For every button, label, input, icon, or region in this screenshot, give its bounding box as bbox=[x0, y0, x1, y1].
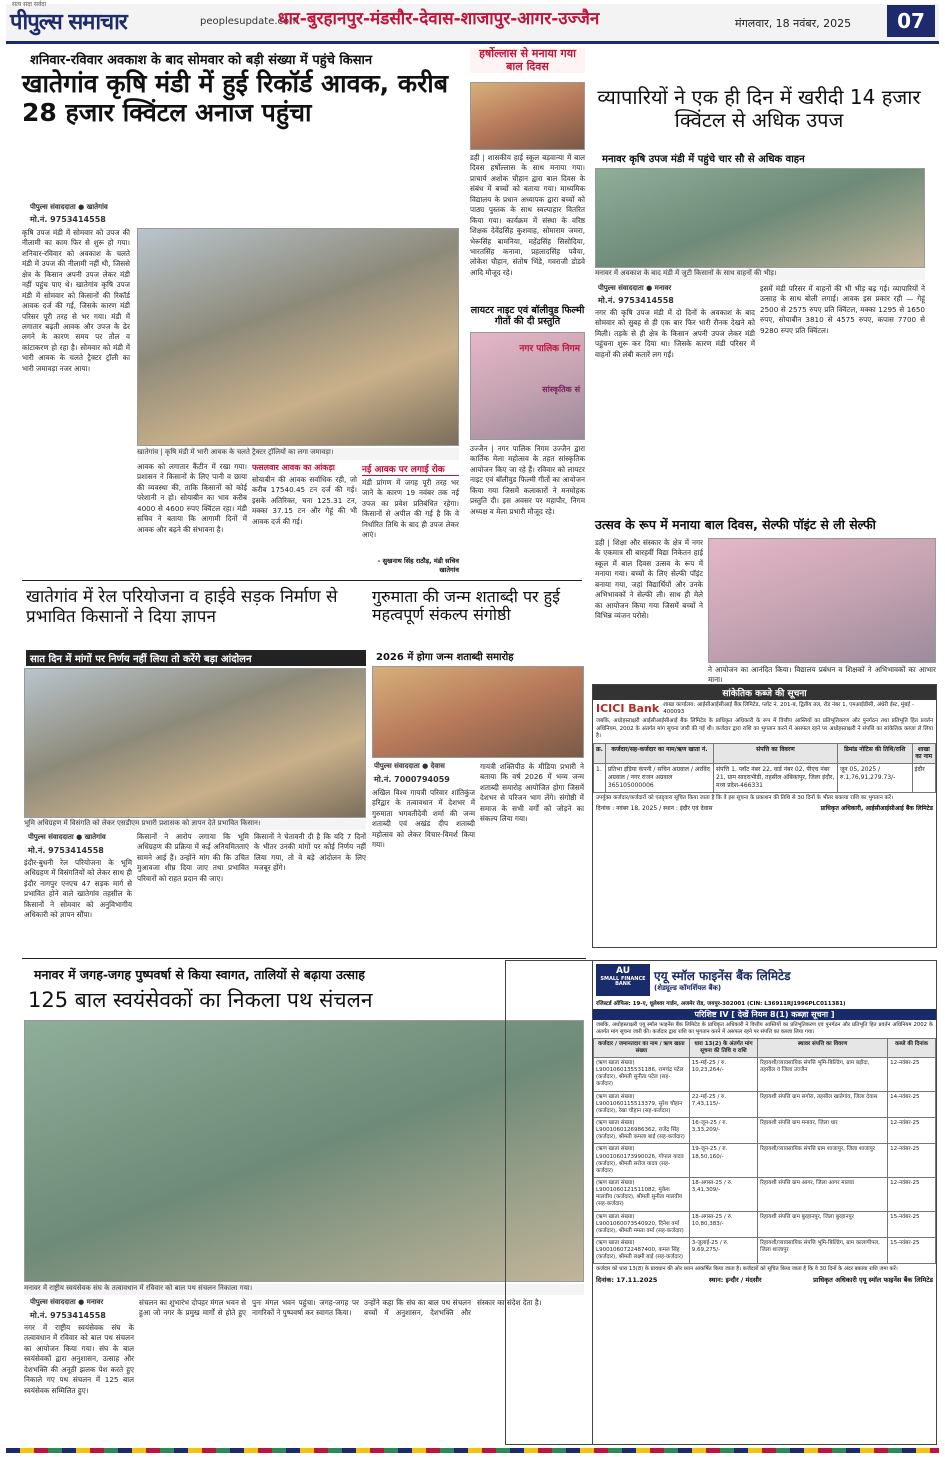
au-logo-text: SMALL FINANCE BANK bbox=[600, 975, 646, 988]
icici-cell: इंदौर bbox=[912, 764, 935, 792]
icici-notice-title: सांकेतिक कब्जे की सूचना bbox=[593, 685, 936, 700]
story1-box-body: मंडी प्रांगण में जगह पूरी तरह भर जाने के कारण 19 नवंबर तक नई उपज का प्रवेश प्रतिबंधित रहेगा। किसानों से अपील की गई है कि वे निर्धारित तिथि के बाद ही उपज लेकर आएं। bbox=[362, 478, 459, 540]
table-row bbox=[594, 1211, 936, 1237]
icici-th: क्र. bbox=[594, 743, 606, 764]
story7-byline: पीपुल्स संवाददाता ● देवास bbox=[374, 762, 445, 770]
section-divider bbox=[22, 958, 586, 959]
story7-headline[interactable]: गुरुमाता की जन्म शताब्दी पर हुई महत्वपूर्ण संकल्प संगोष्ठी bbox=[372, 587, 561, 625]
story6-photo bbox=[24, 668, 366, 818]
story1-sidebar bbox=[252, 462, 357, 566]
au-intro: जबकि, अधोहस्ताक्षरी एयू स्मॉल फाइनेंस बैंक लिमिटेड के प्राधिकृत अधिकारी ने वित्तीय आस्तियों का प्रतिभूतिकरण एवं पुनर्गठन और प्रतिभूति हित प्रवर्तन अधिनियम 2002 के अंतर्गत मांग सूचना जारी की। कर्जदार द्वारा राशि का भुगतान करने में असफल रहने पर संपत्ति का कब्जा लिया गया। bbox=[596, 1022, 933, 1035]
story1-box-heading: नई आवक पर लगाई रोक bbox=[362, 462, 459, 476]
story7-body: अखिल विश्व गायत्री परिवार शांतिकुंज हरिद्वार के तत्वावधान में देशभर में गुरुमाता भगवतीदेवी शर्मा की जन्म शताब्दी एवं अखंड दीप शताब्दी महोत्सव को लेकर विचार-विमर्श किया गया। bbox=[372, 788, 475, 850]
au-th: स्थावर संपत्ति का विवरण bbox=[758, 1038, 888, 1057]
table-row bbox=[594, 1178, 936, 1212]
story8-kicker: मनावर में जगह-जगह पुष्पवर्षा से किया स्वागत, तालियों से बढ़ाया उत्साह bbox=[34, 967, 365, 982]
story2-photo bbox=[470, 82, 585, 150]
au-rule: परिशिष्ट IV [ देखें नियम 8(1) कब्ज़ा सूचना ] bbox=[593, 1009, 936, 1020]
icici-th: संपत्ति का विवरण bbox=[714, 743, 838, 764]
au-signatory: प्राधिकृत अधिकारी एयू स्मॉल फाइनेंस बैंक लिमिटेड bbox=[813, 1276, 933, 1285]
icici-address: शाखा कार्यालय: आईसीआईसीआई बैंक लिमिटेड, प्लॉट नं. 201-ब, द्वितीय तल, रोड नंबर 1, एमआईडीसी, अंधेरी ईस्ट, मुंबई - 400093 bbox=[663, 702, 914, 716]
story4-photo-caption: मनावर में अवकाश के बाद मंडी में जुटी किसानों के साथ वाहनों की भीड़। bbox=[595, 269, 925, 280]
story4-body: नगर की कृषि उपज मंडी में दो दिनों के अवकाश के बाद सोमवार को सुबह से ही एक बार फिर भारी रौनक देखने को मिली। तड़के से ही क्षेत्र के किसान अपनी उपज लेकर मंडी पहुंचना शुरू कर दिया था। जिसके कारण मंडी परिसर में वाहनों की लंबी कतारें लग गईं। bbox=[595, 308, 755, 359]
au-cell: 3-जुलाई-25 / रु. 9,69,275/- bbox=[689, 1237, 757, 1263]
story7-phone: मो.नं. 7000794059 bbox=[374, 775, 450, 784]
icici-cell: जून 05, 2025 / रु.1,76,91,279.73/- bbox=[837, 764, 912, 792]
story4-phone: मो.नं. 9753414558 bbox=[598, 296, 674, 305]
story6-photo-caption: भूमि अधिग्रहण में विसंगति को लेकर एसडीएम प्रभारी प्रशासक को ज्ञापन देते प्रभावित किसान। bbox=[24, 819, 366, 830]
icici-footer: उपर्युक्त कर्जदार/कर्जदारों को एतद्द्वारा सूचित किया जाता है कि वे इस सूचना के प्रकाशन की तिथि से 30 दिनों के भीतर बकाया राशि का भुगतान करें। bbox=[596, 794, 894, 801]
story1-body2: आवक को लगातार कैंटीन में रखा गया। प्रशासन ने किसानों के लिए पानी व छाया की व्यवस्था की, ताकि किसानों को कोई परेशानी न हो। सोयाबीन का भाव करीब 4000 से 4600 रुपए क्विंटल रहा। मंडी सचिव ने बताया कि आगामी दिनों में आवक और बढ़ने की संभावना है। bbox=[137, 462, 247, 534]
table-row bbox=[594, 1058, 936, 1092]
table-row bbox=[594, 1144, 936, 1178]
au-cell: 22-मई-25 / रु. 7,43,115/- bbox=[689, 1091, 757, 1117]
story4-byline: पीपुल्स संवाददाता ● मनावर bbox=[598, 284, 672, 292]
story1-box bbox=[362, 462, 459, 572]
story7-body2: गायत्री शक्तिपीठ के मीडिया प्रभारी ने बताया कि वर्ष 2026 में भव्य जन्म शताब्दी समारोह आयोजित होगा जिसमें देशभर से परिजन भाग लेंगे। संगोष्ठी में समाज के सभी वर्गों को जोड़ने का संकल्प लिया गया। bbox=[480, 762, 584, 824]
au-cell: 15-नवंबर-25 bbox=[888, 1237, 936, 1263]
story1-photo bbox=[137, 228, 459, 446]
story1-headline[interactable]: खातेगांव कृषि मंडी में हुई रिकॉर्ड आवक, करीब 28 हजार क्विंटल अनाज पहुंचा bbox=[22, 69, 449, 127]
au-cell: रिहायशी संपत्ति ग्राम मनावर, जिला धार bbox=[758, 1118, 888, 1144]
story6-byline: पीपुल्स संवाददाता ● खातेगांव bbox=[28, 833, 106, 841]
story2-headline[interactable]: हर्षोल्लास से मनाया गया बाल दिवस bbox=[470, 48, 585, 73]
logo-tagline: सत्य सदा सर्वदा bbox=[12, 1, 47, 8]
story8-phone: मो.नं. 9753414558 bbox=[30, 1311, 106, 1320]
story1-phone: मो.नं. 9753414558 bbox=[30, 215, 106, 224]
au-cell: 12-नवंबर-25 bbox=[888, 1058, 936, 1092]
au-cell: रिहायशी संपत्ति ग्राम सगोरा, तहसील खातेगांव, जिला देवास bbox=[758, 1091, 888, 1117]
story3-poster-sub: सांस्कृतिक सं bbox=[542, 385, 580, 394]
story7-subhead: 2026 में होगा जन्म शताब्दी समारोह bbox=[376, 652, 514, 663]
table-row bbox=[594, 764, 936, 792]
au-cell: (ऋण खाता संख्या) L9001060126986362, राजेंद्र सिंह (कर्जदार), श्रीमती कमला बाई (सह-कर्जदार) bbox=[594, 1118, 690, 1144]
story1-byline: पीपुल्स संवाददाता ● खातेगांव bbox=[30, 203, 108, 211]
au-th: कब्जे की दिनांक bbox=[888, 1038, 936, 1057]
au-cell: 18-अगस्त-25 / रु. 3,41,309/- bbox=[689, 1178, 757, 1212]
au-th: कर्जदार / जमानतदार का नाम / ऋण खाता संख्या bbox=[594, 1038, 690, 1057]
au-cell: 15-नवंबर-25 bbox=[888, 1211, 936, 1237]
au-cell: 12-नवंबर-25 bbox=[888, 1144, 936, 1178]
icici-table bbox=[593, 743, 936, 793]
icici-th: कर्जदार/सह-कर्जदार का नाम/ऋण खाता नं. bbox=[605, 743, 713, 764]
story1-photo-caption: खातेगांव | कृषि मंडी में भारी आवक के चलते ट्रैक्टर ट्रॉलियों का लगा जमावड़ा। bbox=[137, 448, 459, 460]
au-cell: 15-मई-25 / रु. 10,23,264/- bbox=[689, 1058, 757, 1092]
story3-poster bbox=[470, 332, 585, 440]
page-number: 07 bbox=[887, 5, 935, 37]
au-address: रजिस्टर्ड ऑफिस: 19-ए, धूलेश्वर गार्डन, अजमेर रोड, जयपुर-302001 (CIN: L36911RJ1996PLC011381) bbox=[596, 1001, 846, 1007]
story4-photo bbox=[595, 168, 925, 268]
au-cell: (ऋण खाता संख्या) L9001060722487400, कमल सिंह (कर्जदार), श्रीमती लक्ष्मी बाई (सह-कर्जदार) bbox=[594, 1237, 690, 1263]
icici-notice bbox=[592, 684, 937, 948]
story8-body: नगर में राष्ट्रीय स्वयंसेवक संघ के तत्वावधान में रविवार को बाल पथ संचलन का आयोजन किया गया। संघ के बाल स्वयंसेवकों द्वारा अनुशासन, उत्साह और देशभक्ति की अनूठी झलक पेश करते हुए निकाले गए पथ संचलन में 125 बाल स्वयंसेवक सम्मिलित हुए। bbox=[24, 1323, 134, 1395]
icici-cell: प्रतिभा इंडिया कंपनी / सचिन अग्रवाल / अरविंद अग्रवाल / नगर राजन अग्रवाल 365105000006 bbox=[605, 764, 713, 792]
story4-subhead: मनावर कृषि उपज मंडी में पहुंचे चार सौ से अधिक वाहन bbox=[602, 154, 805, 165]
au-notice-panel bbox=[592, 960, 937, 1445]
story6-headline[interactable]: खातेगांव में रेल परियोजना व हाईवे सड़क निर्माण से प्रभावित किसानों ने दिया ज्ञापन bbox=[26, 587, 338, 627]
au-cell: 19-जून-25 / रु. 18,50,160/- bbox=[689, 1144, 757, 1178]
icici-place: दिनांक : नवंबर 18, 2025 / स्थान : इंदौर एवं देवास bbox=[596, 804, 713, 812]
story5-photo bbox=[708, 538, 936, 663]
icici-intro: जबकि, अधोहस्ताक्षरी आईसीआईसीआई बैंक लिमिटेड के प्राधिकृत अधिकारी के रूप में वित्तीय आस्तियों का प्रतिभूतिकरण और पुनर्गठन तथा प्रतिभूति हित प्रवर्तन अधिनियम, 2002 के अंतर्गत मांग सूचना जारी की गई थी। कर्जदार द्वारा राशि का भुगतान करने में असफल रहने पर अधोहस्ताक्षरी ने संपत्ति का सांकेतिक कब्जा ले लिया है। bbox=[596, 718, 933, 740]
au-cell: रिहायशी/व्यावसायिक संपत्ति भूमि-बिल्डिंग, ग्राम कालापीपल, जिला शाजापुर bbox=[758, 1237, 888, 1263]
icici-signatory: प्राधिकृत अधिकारी, आईसीआईसीआई बैंक लिमिटेड bbox=[820, 804, 933, 812]
story1-sidebar-heading: फसलवार आवक का आंकड़ा bbox=[252, 463, 335, 472]
story1-box-sign: - सुखनाथ सिंह राठौड़, मंडी सचिव खातेगांव bbox=[377, 557, 459, 574]
story5-caption: ने आयोजन का आनंदित किया। विद्यालय प्रबंधन व शिक्षकों ने अभिभावकों का आभार माना। bbox=[708, 665, 936, 685]
icici-cell: 1. bbox=[594, 764, 606, 792]
au-cell: 16-जून-25 / रु. 3,33,209/- bbox=[689, 1118, 757, 1144]
au-footer: कर्जदार को धारा 13(8) के प्रावधान की ओर ध्यान आकर्षित किया जाता है। कर्जदारों को सूचित किया जाता है कि वे 30 दिनों के अंदर बकाया राशि जमा करें। bbox=[596, 1266, 898, 1273]
icici-logo: ICICI Bank bbox=[596, 702, 660, 715]
story8-headline[interactable]: 125 बाल स्वयंसेवकों का निकला पथ संचलन bbox=[28, 988, 373, 1012]
au-cell: 18-अगस्त-25 / रु. 10,80,383/- bbox=[689, 1211, 757, 1237]
story6-body3: किसानों ने चेतावनी दी है कि यदि 7 दिनों के भीतर उनकी मांगों पर कोई निर्णय नहीं लिया गया, तो वे बड़े आंदोलन के लिए मजबूर होंगे। bbox=[254, 832, 366, 873]
icici-cell: संपत्ति 1. प्लॉट नंबर 22, वार्ड नंबर 02, पीएच नंबर 21, ग्राम सादराभीडी, तहसील अंबिकापुर, जिला इंदौर, मध्य प्रदेश-466331 bbox=[714, 764, 838, 792]
newspaper-logo[interactable]: पीपुल्स समाचार bbox=[10, 10, 127, 35]
au-place: स्थान: इन्दौर / मंदसौर bbox=[708, 1276, 762, 1285]
story6-subhead: सात दिन में मांगों पर निर्णय नहीं लिया तो करेंगे बड़ा आंदोलन bbox=[26, 650, 366, 666]
story6-body: इंदौर-बुधनी रेल परियोजना के भूमि अधिग्रहण में विसंगतियों को लेकर साथ ही इंदौर नागपुर एनएच 47 सड़क मार्ग से प्रभावित होने वाले खातेगांव तहसील के किसानों ने सोमवार को अनुविभागीय अधिकारी को ज्ञापन सौंपा। bbox=[24, 858, 132, 920]
au-cell: रिहायशी संपत्ति ग्राम बुरहानपुर, जिला बुरहानपुर bbox=[758, 1211, 888, 1237]
au-logo bbox=[596, 964, 650, 996]
au-cell: रिहायशी/व्यावसायिक संपत्ति ग्राम शाजापुर, जिला शाजापुर bbox=[758, 1144, 888, 1178]
story4-body2: इसमें मंडी परिसर में वाहनों की भी भीड़ बढ़ गई। व्यापारियों ने उत्साह के साथ बोली लगाई। आवक इस प्रकार रही — गेहूं 2500 से 2575 रुपए प्रति क्विंटल, मक्का 1295 से 1650 रुपए, सोयाबीन 3810 से 4575 रुपए, कपास 7700 से 9280 रुपए प्रति क्विंटल। bbox=[760, 284, 925, 335]
table-row bbox=[594, 1237, 936, 1263]
story1-sidebar-body: सोयाबीन की आवक सर्वाधिक रही, जो करीब 17540.45 टन दर्ज की गई। इसके अतिरिक्त, चना 125.31 टन, मक्का 37.15 टन और गेहूं की भी आवक दर्ज की गई। bbox=[252, 475, 357, 526]
au-cell: 14-नवंबर-25 bbox=[888, 1091, 936, 1117]
story5-headline[interactable]: उत्सव के रूप में मनाया बाल दिवस, सेल्फी पॉइंट से ली सेल्फी bbox=[595, 517, 876, 532]
story1-body: कृषि उपज मंडी में सोमवार को उपज की नीलामी का काम फिर से शुरू हो गया। शनिवार-रविवार को अवकाश के चलते मंडी में उपज की नीलामी नहीं थी, जिससे क्षेत्र के किसान अपनी उपज लेकर मंडी नहीं पहुंच पाए थे। खातेगांव कृषि उपज मंडी में सोमवार को किसानों की रिकॉर्ड आवक दर्ज की गई, जिसके कारण मंडी परिसर पूरी तरह से भर गया। मंडी में लगातार बढ़ती आवक और उपज के ढेर लगने के कारण समय पर तौल व कांटाकरण हो रहा है। सोमवार को मंडी में भारी आवक के चलते ट्रैक्टर ट्रॉली का भारी जमावड़ा नजर आया। bbox=[22, 228, 130, 373]
footer-color-strip bbox=[6, 1448, 939, 1453]
story8-photo bbox=[24, 1020, 584, 1282]
story8-body3: उन्होंने कहा कि संघ का बाल पथ संचलन बच्चों में अनुशासन, देशभक्ति और संस्कार का संदेश देता है। bbox=[364, 1298, 542, 1318]
story4-headline[interactable]: व्यापारियों ने एक ही दिन में खरीदी 14 हजार क्विंटल से अधिक उपज bbox=[597, 85, 921, 132]
au-title: एयू स्मॉल फाइनेंस बैंक लिमिटेड bbox=[654, 969, 791, 983]
story2-body: डही | शासकीय हाई स्कूल बड़वान्या में बाल दिवस हर्षोल्लास के साथ मनाया गया। प्राचार्य अशोक चौहान द्वारा बाल दिवस के संबंध में बच्चों को बताया गया। माध्यमिक विद्यालय के प्रधान अध्यापक द्वारा बच्चों को पाठ्य पुस्तक के साथ स्वल्पाहार वितरित किया गया। कार्यक्रम में संस्था के वरिष्ठ शिक्षक देवेंद्रसिंह कुशवाह, सोमाराम जमरा, भेरूसिंह बामनिया, महेंद्रसिंह सिसोदिया, भारतसिंह कनावा, प्रहलादसिंह पवैया, लोकेश चौहान, संतोष भिंडे, गवराजी डोडवे आदि मौजूद रहे। bbox=[470, 153, 585, 277]
au-table bbox=[593, 1038, 936, 1265]
au-cell: (ऋण खाता संख्या) L9001060115513379, सुरेश चौहान (कर्जदार), रेखा चौहान (सह-कर्जदार) bbox=[594, 1091, 690, 1117]
au-cell: रिहायशी संपत्ति ग्राम आगर, जिला आगर मालवा bbox=[758, 1178, 888, 1212]
story5-body: डही | शिक्षा और संस्कार के क्षेत्र में नगर के एकमात्र सी बारहवीं विद्या निकेतन हाई स्कूल में बाल दिवस उत्सव के रूप में मनाया गया। बच्चों के लिए सेल्फी पॉइंट बनाया गया, जहां विद्यार्थियों और उनके अभिभावकों ने सेल्फी ली। साथ ही मेले का आयोजन किया गया जिसमें बच्चों ने विभिन्न व्यंजन परोसे। bbox=[595, 538, 703, 621]
icici-th: डिमांड नोटिस की तिथि/राशि bbox=[837, 743, 912, 764]
au-cell: (ऋण खाता संख्या) L9001060121511082, मुकेश मालवीय (कर्जदार), श्रीमती सुनीता मालवीय (सह-कर्जदार) bbox=[594, 1178, 690, 1212]
au-cell: 12-नवंबर-25 bbox=[888, 1178, 936, 1212]
icici-th: शाखा का नाम bbox=[912, 743, 935, 764]
au-cell: (ऋण खाता संख्या) L9001060073540920, दिनेश वर्मा (कर्जदार), श्रीमती ममता वर्मा (सह-कर्जदार) bbox=[594, 1211, 690, 1237]
story8-byline: पीपुल्स संवाददाता ● मनावर bbox=[30, 1298, 104, 1306]
story3-headline[interactable]: लायटर नाइट एवं बॉलीवुड फिल्मी गीतों की दी प्रस्तुति bbox=[470, 305, 585, 327]
au-th: धारा 13(2) के अंतर्गत मांग सूचना की तिथि व राशि bbox=[689, 1038, 757, 1057]
au-logo-mark: AU bbox=[616, 966, 630, 976]
section-divider bbox=[22, 580, 582, 581]
au-cell: (ऋण खाता संख्या) L9001060135531186, रामचंद्र पटेल (कर्जदार), श्रीमती सुनीता पटेल (सह-कर्जदार) bbox=[594, 1058, 690, 1092]
story6-phone: मो.नं. 9753414558 bbox=[28, 846, 104, 855]
edition-cities: धार-बुरहानपुर-मंडसौर-देवास-शाजापुर-आगर-उज्जैन bbox=[278, 9, 600, 29]
table-row bbox=[594, 1091, 936, 1117]
issue-date: मंगलवार, 18 नवंबर, 2025 bbox=[735, 17, 852, 30]
au-cell: (ऋण खाता संख्या) L9001060173990026, गोपाल यादव (कर्जदार), श्रीमती सरोज यादव (सह-कर्जदार) bbox=[594, 1144, 690, 1178]
website-url[interactable]: peoplesupdate.com bbox=[200, 16, 299, 27]
table-row bbox=[594, 1118, 936, 1144]
story8-photo-caption: मनावर में राष्ट्रीय स्वयंसेवक संघ के तत्वावधान में रविवार को बाल पथ संचलन निकाला गया। bbox=[24, 1284, 584, 1295]
story1-kicker: शनिवार-रविवार अवकाश के बाद सोमवार को बड़ी संख्या में पहुंचे किसान bbox=[30, 53, 373, 68]
story3-poster-text: नगर पालिक निगम bbox=[519, 344, 580, 354]
story6-body2: किसानों ने आरोप लगाया कि भूमि अधिग्रहण की प्रक्रिया में कई अनियमितताएं सामने आई हैं। उन्होंने मांग की कि उचित मुआवजा शीघ्र दिया जाए तथा प्रभावित परिवारों को राहत प्रदान की जाए। bbox=[137, 832, 249, 883]
au-title-tag: (शेड्यूल्ड कॉमर्शियल बैंक) bbox=[654, 984, 722, 992]
au-date: दिनांक: 17.11.2025 bbox=[596, 1276, 658, 1285]
au-cell: 12-नवंबर-25 bbox=[888, 1118, 936, 1144]
story3-body: उज्जैन | नगर पालिक निगम उज्जैन द्वारा कार्तिक मेला महोत्सव के तहत सांस्कृतिक आयोजन किए जा रहे हैं। रविवार को लायटर नाइट एवं बॉलीवुड फिल्मी गीतों का आयोजन किया गया जिसमें कलाकारों ने मनमोहक प्रस्तुति दी। इस अवसर पर महापौर, निगम अध्यक्ष व मेला प्रभारी मौजूद रहे। bbox=[470, 444, 585, 516]
story7-photo bbox=[372, 666, 584, 758]
au-cell: रिहायशी/व्यावसायिक संपत्ति भूमि-बिल्डिंग, ग्राम बड़ौदा, तहसील व जिला उज्जैन bbox=[758, 1058, 888, 1092]
story8-body2: संचलन का शुभारंभ दोपहर मंगल भवन से हुआ जो नगर के प्रमुख मार्गों से होते हुए पुनः मंगल भवन पहुंचा। जगह-जगह पर नागरिकों ने पुष्पवर्षा कर स्वागत किया। bbox=[139, 1298, 359, 1318]
